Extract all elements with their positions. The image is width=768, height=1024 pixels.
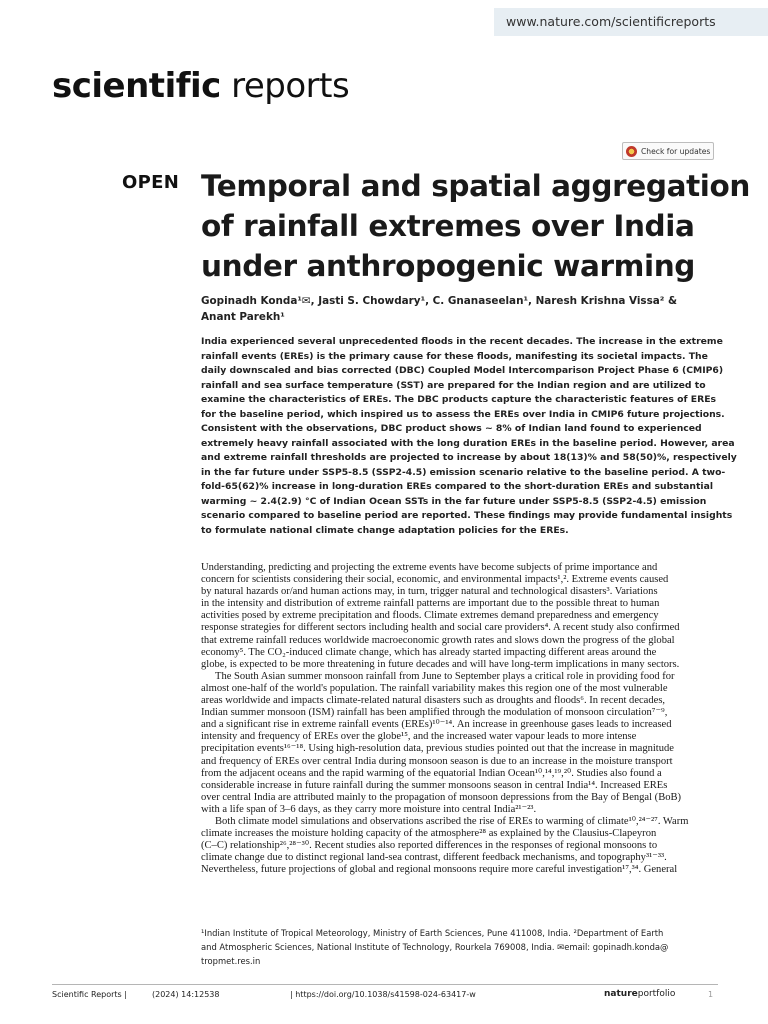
abstract-line: India experienced several unprecedented floods in the recent decades. The increase in the extreme xyxy=(201,336,723,347)
body-line: climate change due to distinct regional land-sea contrast, different feedback mechanisms, and topography³¹⁻³³. xyxy=(201,852,667,864)
abstract-line: daily downscaled and bias corrected (DBC) Coupled Model Intercomparison Project Phase 6 (CMIP6) xyxy=(201,365,724,376)
abstract-line: examine the characteristics of EREs. The DBC products capture the characteristic features of EREs xyxy=(201,394,717,405)
body-line: Indian summer monsoon (ISM) rainfall has been amplified through the modulation of monsoon circulation⁷⁻⁹, xyxy=(201,707,668,719)
abstract-line: for the baseline period, which inspired us to assess the EREs over India in CMIP6 future projections. xyxy=(201,408,725,420)
body-line: globe, is expected to be more threatening in future decades and will have long-term implications in many sectors. xyxy=(201,658,680,670)
affiliation-line: ¹Indian Institute of Tropical Meteorology, Ministry of Earth Sciences, Pune 411008, India. ²Department of Earth xyxy=(201,928,664,938)
journal-url[interactable]: www.nature.com/scientificreports xyxy=(494,8,768,36)
body-line: intensity and frequency of EREs over the globe¹⁵, and the increased water vapour leads to more intense xyxy=(201,731,637,743)
body-text xyxy=(201,562,721,876)
open-access-label: OPEN xyxy=(122,172,180,193)
abstract-line: in the far future under SSP5-8.5 (SSP2-4.5) emission scenario relative to the baseline period. A two- xyxy=(201,466,726,478)
authors-line[interactable]: Anant Parekh¹ xyxy=(201,311,285,323)
body-line: climate increases the moisture holding capacity of the atmosphere²⁸ as explained by the Clausius-Clapeyron xyxy=(201,828,657,840)
abstract-line: and extreme rainfall thresholds are projected to increase by about 18(13)% and 58(50)%, respectively xyxy=(201,452,737,463)
abstract-line: extremely heavy rainfall associated with the long duration EREs in the baseline period. However, area xyxy=(201,437,735,449)
body-line: almost one-half of the world's population. The rainfall variability makes this region one of the most vulnerable xyxy=(201,682,668,694)
page-number: 1 xyxy=(708,990,714,999)
affiliation-line[interactable]: tropmet.res.in xyxy=(201,956,261,966)
body-line: concern for scientists considering their social, economic, and environmental impacts¹,². Extreme events caused xyxy=(201,574,669,586)
title-line: Temporal and spatial aggregation xyxy=(201,169,750,203)
publisher-logo xyxy=(604,989,675,999)
footer-divider xyxy=(52,984,718,985)
page-footer xyxy=(52,990,718,1004)
check-for-updates-button[interactable] xyxy=(622,142,714,160)
body-line: areas worldwide and impacts climate-related natural disasters such as droughts and floods⁶. In recent decades, xyxy=(201,695,666,707)
article-title xyxy=(201,166,750,286)
body-line: with a life span of 3–6 days, as they carry more moisture into central India²¹⁻²³. xyxy=(201,803,537,815)
authors-line[interactable]: Gopinadh Konda¹✉, Jasti S. Chowdary¹, C. Gnanaseelan¹, Naresh Krishna Vissa² & xyxy=(201,295,678,307)
abstract-line: scenario compared to baseline period are reported. These findings may provide fundamental insights xyxy=(201,510,733,521)
abstract-line: fold-65(62)% increase in long-duration EREs compared to the short-duration EREs and substantial xyxy=(201,481,713,492)
publisher-bold: nature xyxy=(604,989,638,999)
body-line: The South Asian summer monsoon rainfall from June to September plays a critical role in providing food for xyxy=(215,670,675,682)
abstract-line: warming ~ 2.4(2.9) °C of Indian Ocean SSTs in the far future under SSP5-8.5 (SSP2-4.5) emission xyxy=(201,495,707,507)
footer-doi-link[interactable]: | https://doi.org/10.1038/s41598-024-63417-w xyxy=(290,990,476,999)
journal-brand xyxy=(52,66,349,106)
body-line: activities posed by extreme precipitation and floods. Climate extremes demand preparedness and emergency xyxy=(201,610,659,622)
publisher-light: portfolio xyxy=(637,989,676,999)
body-line: that extreme rainfall reduces worldwide macroeconomic growth rates and slows down the progress of the global xyxy=(201,634,675,646)
affiliations xyxy=(201,926,721,968)
title-line: under anthropogenic warming xyxy=(201,249,696,283)
body-line: in the intensity and distribution of extreme rainfall patterns are important due to the possible threat to human xyxy=(201,598,660,610)
body-line: over central India are attributed mainly to the propagation of monsoon depressions from the Bay of Bengal (BoB) xyxy=(201,791,682,803)
body-line: Nevertheless, future projections of global and regional monsoons require more careful investigation¹⁷,³⁴. General xyxy=(201,864,678,876)
footer-citation: (2024) 14:12538 xyxy=(152,990,220,999)
brand-bold: scientific xyxy=(52,66,221,106)
abstract-line: rainfall events (EREs) is the primary cause for these floods, manifesting its societal impacts. The xyxy=(201,350,708,362)
abstract xyxy=(201,335,737,538)
brand-light: reports xyxy=(220,66,350,106)
body-line: and a significant rise in extreme rainfall events (EREs)¹⁰⁻¹⁴. An increase in greenhouse gases leads to increased xyxy=(201,719,672,731)
body-line: precipitation events¹⁶⁻¹⁸. Using high-resolution data, previous studies pointed out that the increase in magnitude xyxy=(201,743,674,755)
abstract-line: rainfall and sea surface temperature (SST) are prepared for the Indian region and are utilized to xyxy=(201,379,706,391)
affiliation-line[interactable]: and Atmospheric Sciences, National Institute of Technology, Rourkela 769008, India. ✉email: gopinadh.konda@ xyxy=(201,942,669,952)
abstract-line: Consistent with the observations, DBC product shows ~ 8% of Indian land found to experienced xyxy=(201,423,702,434)
body-line: and frequency of EREs over central India during monsoon season is due to an increase in the moisture transport xyxy=(201,755,673,767)
author-list xyxy=(201,293,721,325)
body-line: from the adjacent oceans and the rapid warming of the equatorial Indian Ocean¹⁰,¹⁴,¹⁹,²⁰. Studies also found a xyxy=(201,767,662,779)
body-line: economy⁵. The CO₂-induced climate change, which has already started impacting different areas around the xyxy=(201,646,657,658)
title-line: of rainfall extremes over India xyxy=(201,209,695,243)
check-for-updates-label: Check for updates xyxy=(641,146,711,156)
footer-journal: Scientific Reports | xyxy=(52,990,127,999)
body-line: Understanding, predicting and projecting the extreme events have become subjects of prime importance and xyxy=(201,562,658,573)
body-line: Both climate model simulations and observations ascribed the rise of EREs to warming of climate¹⁰,²⁴⁻²⁷. Warm xyxy=(215,815,689,827)
body-line: considerable increase in future rainfall during the summer monsoons season in central India¹⁴. Increased EREs xyxy=(201,779,668,791)
body-line: (C–C) relationship²⁶,²⁸⁻³⁰. Recent studies also reported differences in the responses of regional monsoons to xyxy=(201,840,658,852)
body-line: response strategies for different sectors including health and social care providers⁴. A recent study also confirmed xyxy=(201,622,680,634)
abstract-line: to formulate national climate change adaptation policies for the EREs. xyxy=(201,524,569,536)
crossmark-icon xyxy=(626,146,637,157)
body-line: by natural hazards or/and human actions may, in turn, trigger natural and technological disasters³. Variations xyxy=(201,586,658,598)
